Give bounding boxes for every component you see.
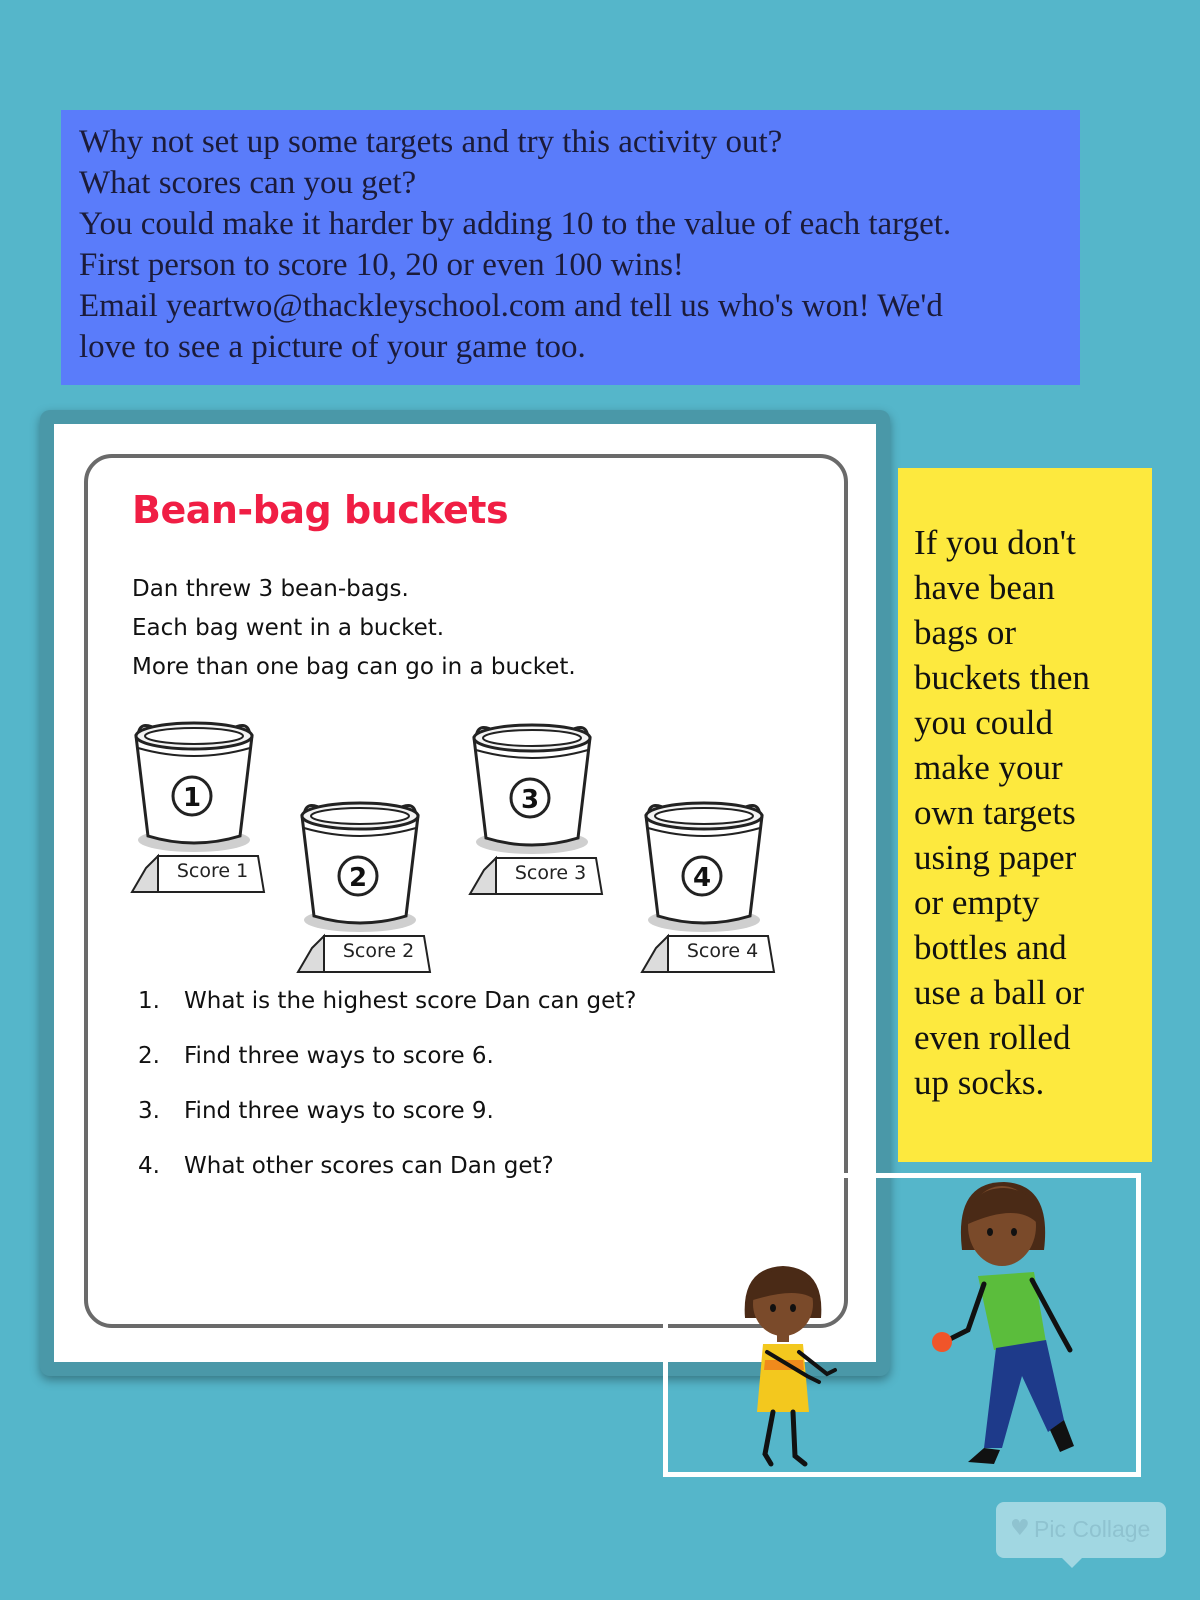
tip-line: make your bbox=[914, 748, 1063, 787]
tip-line: bottles and bbox=[914, 928, 1067, 967]
tip-line: you could bbox=[914, 703, 1054, 742]
tip-line: use a ball or bbox=[914, 973, 1085, 1012]
tip-line: bags or bbox=[914, 613, 1017, 652]
bucket-number: 3 bbox=[520, 785, 540, 815]
bucket-1 bbox=[128, 718, 268, 913]
instruction-line: love to see a picture of your game too. bbox=[79, 329, 586, 365]
question-number: 2. bbox=[138, 1043, 160, 1069]
tip-line: buckets then bbox=[914, 658, 1090, 697]
worksheet-title: Bean-bag buckets bbox=[132, 488, 509, 532]
question-text: What other scores can Dan get? bbox=[184, 1153, 554, 1179]
instruction-line: You could make it harder by adding 10 to the value of each target. bbox=[79, 206, 952, 242]
instruction-line: Email yeartwo@thackleyschool.com and tell us who's won! We'd bbox=[79, 288, 943, 324]
watermark-tail bbox=[1062, 1558, 1082, 1568]
bucket-icon bbox=[638, 798, 778, 998]
question-text: Find three ways to score 6. bbox=[184, 1043, 494, 1069]
bucket-number: 1 bbox=[182, 783, 202, 813]
question-text: Find three ways to score 9. bbox=[184, 1098, 494, 1124]
intro-line: Dan threw 3 bean-bags. bbox=[132, 576, 409, 602]
question-number: 1. bbox=[138, 988, 160, 1014]
instruction-line: What scores can you get? bbox=[79, 165, 417, 201]
tip-line: own targets bbox=[914, 793, 1076, 832]
bucket-score-label: Score 1 bbox=[176, 860, 249, 882]
tip-box bbox=[898, 468, 1152, 1162]
tip-line: using paper bbox=[914, 838, 1077, 877]
adult-figure-illustration bbox=[928, 1180, 1088, 1470]
intro-line: Each bag went in a bucket. bbox=[132, 615, 445, 641]
question-number: 4. bbox=[138, 1153, 160, 1179]
bucket-3 bbox=[466, 720, 606, 915]
instruction-line: First person to score 10, 20 or even 100 wins! bbox=[79, 247, 684, 283]
bucket-number: 4 bbox=[692, 863, 712, 893]
tip-line: even rolled bbox=[914, 1018, 1071, 1057]
question-text: What is the highest score Dan can get? bbox=[184, 988, 637, 1014]
bucket-icon bbox=[128, 718, 268, 918]
intro-line: More than one bag can go in a bucket. bbox=[132, 654, 576, 680]
heart-icon: ♥ bbox=[1010, 1516, 1030, 1541]
bucket-icon bbox=[294, 798, 434, 998]
watermark-text: Pic Collage bbox=[1034, 1516, 1151, 1542]
instruction-line: Why not set up some targets and try this activity out? bbox=[79, 124, 783, 160]
bucket-4 bbox=[638, 798, 778, 993]
bucket-score-label: Score 2 bbox=[342, 940, 415, 962]
tip-line: up socks. bbox=[914, 1063, 1045, 1102]
tip-line: If you don't bbox=[914, 523, 1076, 562]
bucket-score-label: Score 4 bbox=[686, 940, 759, 962]
instructions-box bbox=[61, 110, 1080, 385]
pic-collage-watermark bbox=[996, 1502, 1166, 1558]
question-number: 3. bbox=[138, 1098, 160, 1124]
bucket-2 bbox=[294, 798, 434, 993]
child-figure-illustration bbox=[735, 1260, 855, 1480]
tip-line: or empty bbox=[914, 883, 1040, 922]
ball-icon bbox=[932, 1332, 952, 1352]
tip-line: have bean bbox=[914, 568, 1055, 607]
bucket-number: 2 bbox=[348, 863, 368, 893]
worksheet-intro bbox=[132, 570, 576, 687]
bucket-score-label: Score 3 bbox=[514, 862, 587, 884]
bucket-icon bbox=[466, 720, 606, 920]
